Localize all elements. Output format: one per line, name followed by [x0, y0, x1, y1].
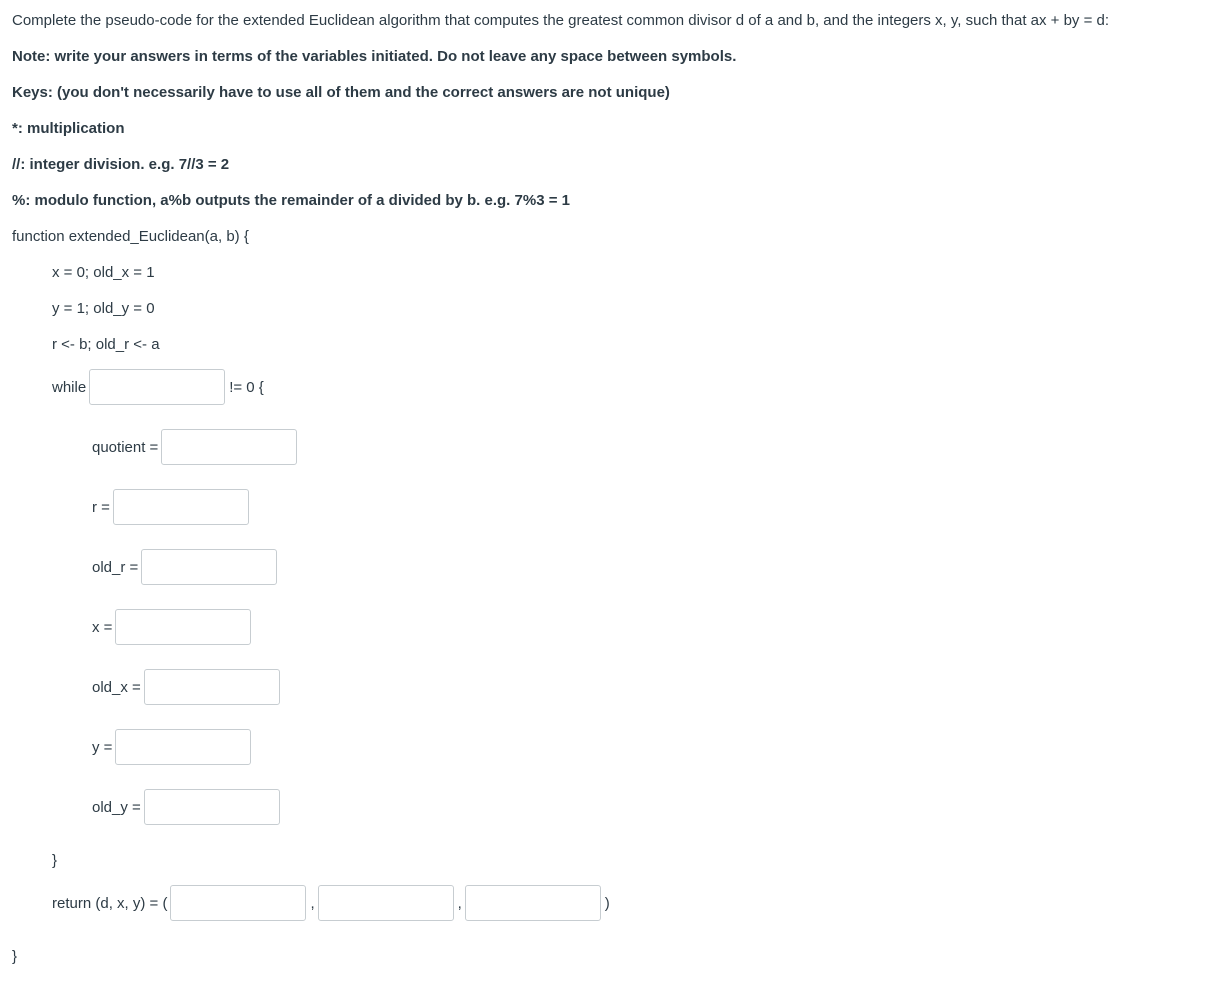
while-suffix: != 0 {	[229, 378, 264, 396]
return-close-paren: )	[604, 894, 610, 912]
return-d-input[interactable]	[170, 885, 306, 921]
init-x-line: x = 0; old_x = 1	[52, 264, 155, 281]
old-r-label: old_r =	[92, 558, 139, 576]
key-modulo: %: modulo function, a%b outputs the remainder of a divided by b. e.g. 7%3 = 1	[12, 192, 570, 209]
return-separator: ,	[310, 894, 315, 912]
init-r-line: r <- b; old_r <- a	[52, 336, 160, 353]
function-close-brace: }	[12, 948, 18, 965]
old-r-input[interactable]	[141, 549, 277, 585]
r-label: r =	[92, 498, 110, 516]
r-row	[92, 489, 249, 525]
init-y-line: y = 1; old_y = 0	[52, 300, 155, 317]
old-y-row	[92, 789, 280, 825]
old-y-input[interactable]	[144, 789, 280, 825]
x-input[interactable]	[115, 609, 251, 645]
x-row	[92, 609, 251, 645]
old-x-row	[92, 669, 280, 705]
y-input[interactable]	[115, 729, 251, 765]
old-r-row	[92, 549, 277, 585]
while-label: while	[52, 378, 87, 396]
return-x-input[interactable]	[318, 885, 454, 921]
x-label: x =	[92, 618, 113, 636]
quotient-label: quotient =	[92, 438, 159, 456]
return-row	[52, 885, 610, 921]
old-x-input[interactable]	[144, 669, 280, 705]
key-integer-division: //: integer division. e.g. 7//3 = 2	[12, 156, 230, 173]
return-y-input[interactable]	[465, 885, 601, 921]
return-separator: ,	[457, 894, 462, 912]
old-y-label: old_y =	[92, 798, 141, 816]
return-label: return (d, x, y) = (	[52, 894, 168, 912]
keys-title: Keys: (you don't necessarily have to use all of them and the correct answers are not unique)	[12, 84, 670, 101]
while-row	[52, 369, 264, 405]
while-condition-input[interactable]	[89, 369, 225, 405]
question-intro: Complete the pseudo-code for the extended Euclidean algorithm that computes the greatest common divisor d of a and b, and the integers x, y, such that ax + by = d:	[12, 12, 1110, 29]
function-header: function extended_Euclidean(a, b) {	[12, 228, 249, 245]
key-multiplication: *: multiplication	[12, 120, 125, 137]
y-label: y =	[92, 738, 113, 756]
quotient-input[interactable]	[161, 429, 297, 465]
question-note: Note: write your answers in terms of the variables initiated. Do not leave any space between symbols.	[12, 48, 737, 65]
old-x-label: old_x =	[92, 678, 141, 696]
while-close-brace: }	[52, 852, 58, 869]
y-row	[92, 729, 251, 765]
quotient-row	[92, 429, 297, 465]
r-input[interactable]	[113, 489, 249, 525]
